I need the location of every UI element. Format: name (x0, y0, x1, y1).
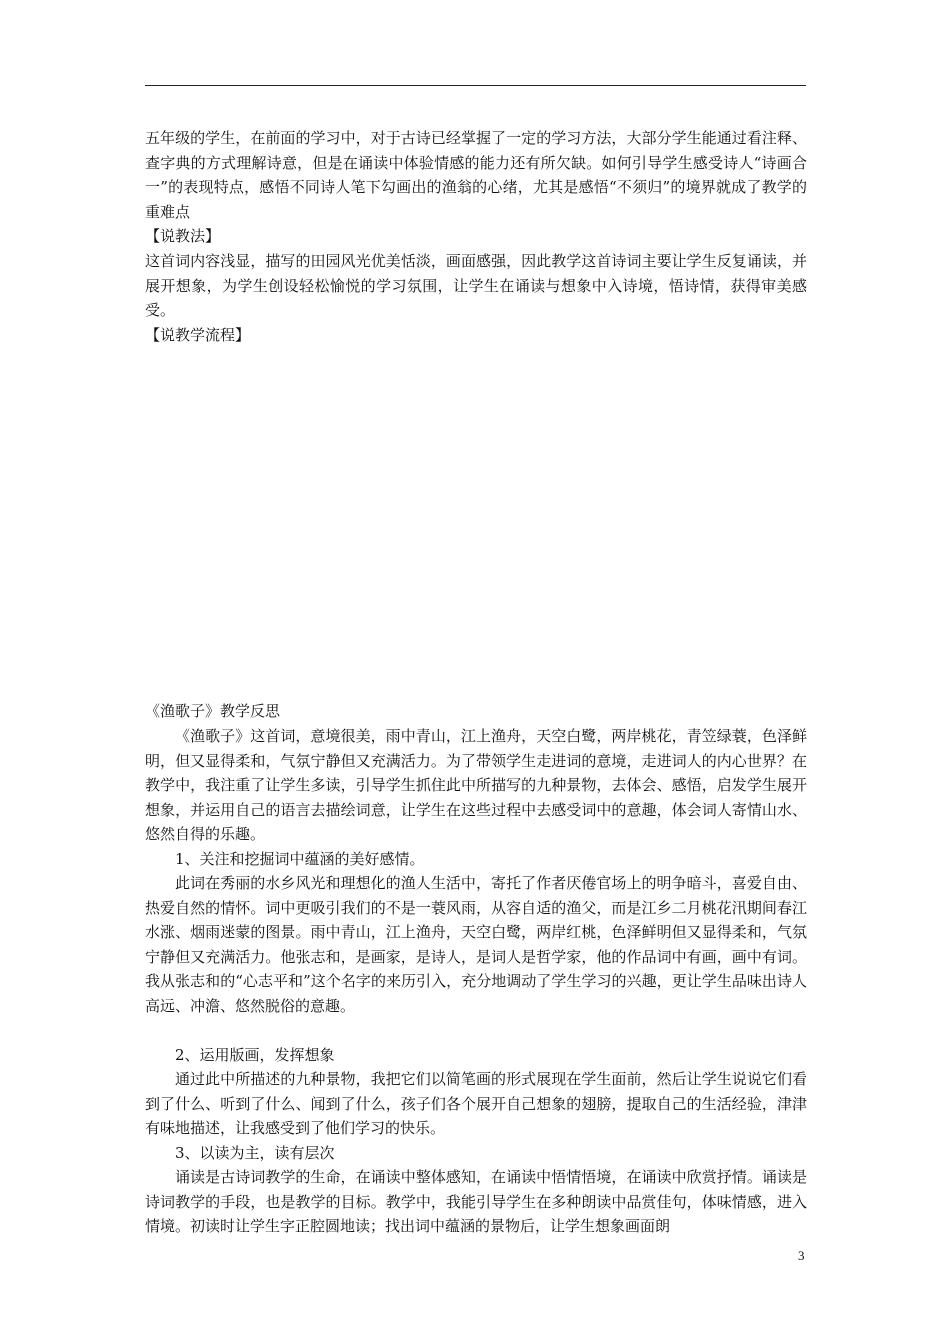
point-3-body: 诵读是古诗词教学的生命，在诵读中整体感知，在诵读中悟情悟境，在诵读中欣赏抒情。诵读是诗词教学的手段，也是教学的目标。教学中，我能引导学生在多种朗读中品赏佳句，体味情感，进入情境。初读时让学生字正腔圆地读；找出词中蕴涵的景物后，让学生想象画面朗 (145, 1168, 807, 1235)
point-3-heading: 3、以读为主，读有层次 (175, 1144, 335, 1162)
paragraph-students: 五年级的学生，在前面的学习中，对于古诗已经掌握了一定的学习方法，大部分学生能通过看注释、查字典的方式理解诗意，但是在诵读中体验情感的能力还有所欠缺。如何引导学生感受诗人“诗画合一”的表现特点，感悟不同诗人笔下勾画出的渔翁的心绪，尤其是感悟“不须归”的境界就成了教学的重难点 (145, 129, 807, 221)
heading-teaching-flow: 【说教学流程】 (145, 326, 251, 344)
paragraph-teaching-method: 这首词内容浅显，描写的田园风光优美恬淡，画面感强，因此教学这首诗词主要让学生反复诵读，并展开想象，为学生创设轻松愉悦的学习氛围，让学生在诵读与想象中入诗境，悟诗情，获得审美感受。 (145, 252, 807, 319)
heading-teaching-method: 【说教法】 (145, 227, 221, 245)
reflection-intro: 《渔歌子》这首词，意境很美，雨中青山，江上渔舟，天空白鹭，两岸桃花，青笠绿蓑，色泽鲜明，但又显得柔和，气氛宁静但又充满活力。为了带领学生走进词的意境，走进词人的内心世界？在教学中，我注重了让学生多读，引导学生抓住此中所描写的九种景物，去体会、感悟，启发学生展开想象，并运用自己的语言去描绘词意，让学生在这些过程中去感受词中的意趣，体会词人寄情山水、悠然自得的乐趣。 (145, 727, 807, 843)
point-2-heading: 2、运用版画，发挥想象 (175, 1046, 335, 1064)
point-1-body: 此词在秀丽的水乡风光和理想化的渔人生活中，寄托了作者厌倦官场上的明争暗斗，喜爱自由、热爱自然的情怀。词中更吸引我们的不是一蓑风雨，从容自适的渔父，而是江乡二月桃花汛期间春江水涨、烟雨迷蒙的图景。雨中青山，江上渔舟，天空白鹭，两岸红桃，色泽鲜明但又显得柔和，气氛宁静但又充满活力。他张志和，是画家，是诗人，是词人是哲学家，他的作品词中有画，画中有词。我从张志和的“心志平和”这个名字的来历引入，充分地调动了学生学习的兴趣，更让学生品味出诗人高远、冲澹、悠然脱俗的意趣。 (145, 874, 807, 1015)
point-2-body: 通过此中所描述的九种景物，我把它们以简笔画的形式展现在学生面前，然后让学生说说它们看到了什么、听到了什么、闻到了什么，孩子们各个展开自己想象的翅膀，提取自己的生活经验，津津有味地描述，让我感受到了他们学习的快乐。 (145, 1070, 807, 1137)
point-1-heading: 1、关注和挖掘词中蕴涵的美好感情。 (175, 850, 425, 868)
reflection-title: 《渔歌子》教学反思 (145, 702, 281, 720)
page-number: 3 (798, 1248, 805, 1263)
header-rule (145, 85, 806, 86)
